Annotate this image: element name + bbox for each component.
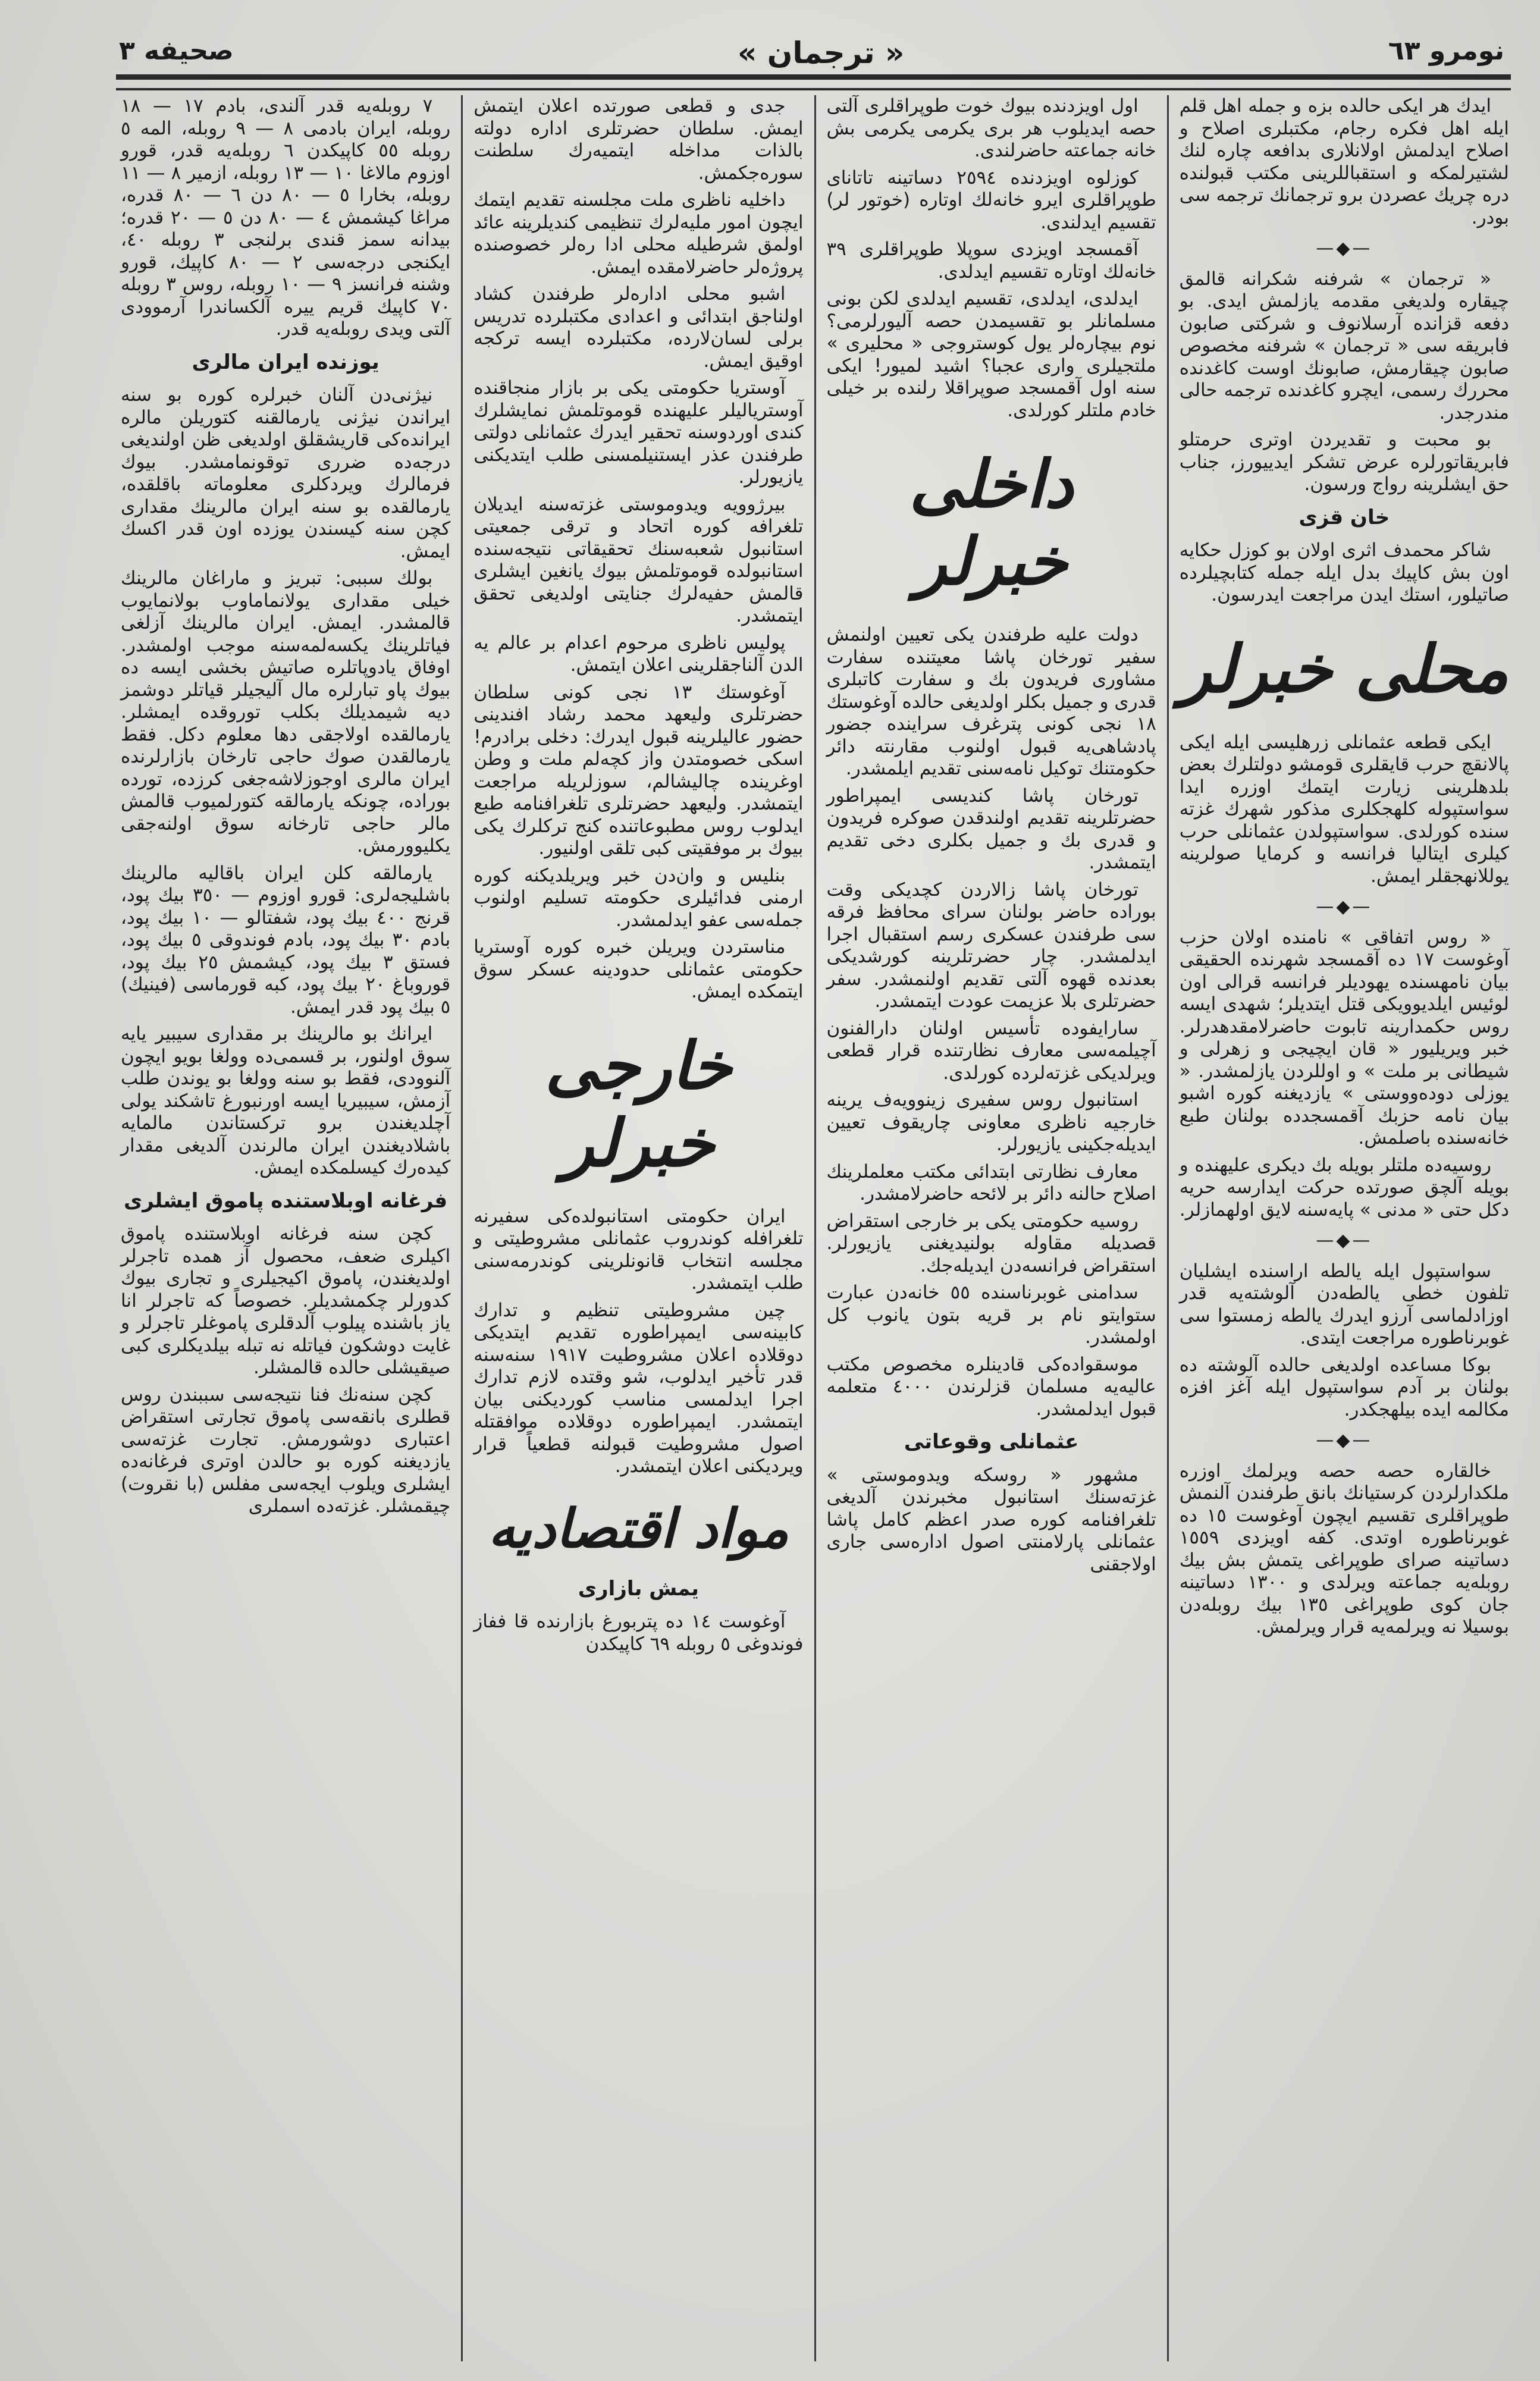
- paragraph: سواستپول ایله یالطه اراسنده ایشلیان تلفون خطی یالطه‌دن آلوشته‌یه قدر اوزادلماسی آرزو ایدرك یالطه زمستوا سی غوبرناطوره مراجعت ایتدی.: [1179, 1260, 1509, 1348]
- divider-ornament: —◆—: [1316, 238, 1373, 259]
- paragraph: ایكی قطعه عثمانلی زرهلیسی ایله ایكی پالانقچ حرب قایقلری قومشو دولتلرك بعض بلدهلرینی زیارت ایتمك اوزره ایدا سواستپوله كلهجكلری مذكور شهرك غزته سنده كورلدی. سواستپولدن عثمانلی حرب كیلری ایتالیا فرانسه و كرمایا صولرینه یوللانهجقلر ایمش.: [1179, 731, 1509, 887]
- section-heading: یمش بازاری: [578, 1576, 699, 1601]
- paragraph: كچن سنه‌نك فنا نتیجه‌سی سببندن روس قطلری بانقه‌سی پاموق تجارتی استقراض اعتباری دوشورمش. تجارت غزته‌سی یازدیغنه كوره بو حالدن اوتری فرغانه‌ده ایشلری ویلوب ایجه‌سی مفلس (با نقروت) چیقمشلر. غزته‌ده اسملری: [121, 1384, 451, 1517]
- divider-ornament: —◆—: [1316, 1430, 1373, 1451]
- paragraph: آوغوست ١٤ ده پتربورغ بازارنده قا ففاز فوندوغی ٥ روبله ٦٩ كاپیكدن: [473, 1611, 804, 1655]
- paragraph: آقمسجد اویزدی سوپلا طوپراقلری ٣٩ خانه‌لك اوتاره تقسیم ایدلدی.: [826, 239, 1156, 283]
- paragraph: بولك سببی: تبریز و ماراغان مالرینك خیلی مقداری یولانماماوب بولانمایوب قالمشدر. ایمش. ایران مالرینك آزلغی فیاتلرینك یكسه‌لمه‌سنه موجب اولمشدر. اوفاق یادوپاتلره صاتیش بخشی ایسه ده بیوك پاو تبارلره مال آلیجیلر قیاتلر دوشمز دیه شیمدیلك بكلب توروقده ایمشلر. یارمالقده اولاجقی دها معلوم دكل. فقط یارمالقدن صوك حاجی تارخان بازارلرنده ایران مالری اوجوزلاشه‌جغی كرزده‌، تورده بوراده، چونكه یارمالقه كتورلمیوب قالمش مالر حاجی تارخانه سوق اولنه‌جقی یكلیوورمش.: [121, 567, 451, 857]
- paragraph: مناستردن ویریلن خبره كوره آوستریا حكومتی عثمانلی حدودینه عسكر سوق ایتمكده ایمش.: [473, 936, 804, 1002]
- paragraph: چین مشروطیتی تنظیم و تدارك كابینه‌سی ایمپراطوره تقدیم ایتدیكی دوقلاده اعلان مشروطیت ١٩١٧ سنه‌سنه قدر تأخیر ایدلوب، شو وقتده لازم تدارك اجرا ایدلمسی مناسب كوردیكنی بیان ایتمشدر. ایمپراطوره دوقلاده موافقتله اصول مشروطیت قبولنه قطعیاً قرار ویردیكنی اعلان ایتمشدر.: [473, 1299, 804, 1477]
- paragraph: مشهور « روسكه ویدوموستی » غزته‌سنك استانبول مخبرندن آلدیغی تلغرافنامه كوره صدر اعظم كامل پاشا عثمانلی پارلامنتی اصول اداره‌سی جاری اولاجقنی: [826, 1464, 1156, 1575]
- section-heading: خان قزی: [1299, 505, 1390, 529]
- paragraph: ایرانك بو مالرینك بر مقداری سیبیر یایه سوق اولنور، بر قسمی‌ده وولغا بویو ایچون آلنوودی، فقط بو سنه وولغا بو یوندن طلب آزمش، سیبیریا ایسه اورنبورغ تاشكند یولی آچلدیغندن برو تركستاندن مالمایه باشلادیغندن ایران مالرندن آلدیغی مقدار كیده‌رك كیسلمكده ایمش.: [121, 1023, 451, 1178]
- paragraph: دولت علیه طرفندن یكی تعیین اولنمش سفیر تورخان پاشا معیتنده سفارت مشاوری فریدون بك و سفارت كاتبلری قدری و جمیل بكلر اولدیغی حالده آوغوستك ١٨ نجی كونی پترغرف سراینده جضور پادشاهی‌یه قبول اولنوب مقارنته دائر حكومتنك توكیل نامه‌سنی تقدیم ایلمشدر.: [826, 624, 1156, 779]
- paragraph: یارمالقه كلن ایران باقالیه مالرینك باشلیجه‌لری: قورو اوزوم — ٣٥٠ بیك پود، قرنج ٤٠٠ بیك پود، شفتالو — ١٠ بیك پود، بادم ٣٠ بیك پود، بادم فوندوقی ٥ بیك پود، فستق ٣ بیك پود، كیشمش ٢٥ بیك پود، قوروباغ ٢٠ بیك پود، كبه قورماسی (فینیك) ٥ بیك پود قدر ایمش.: [121, 862, 451, 1018]
- paragraph: آوستریا حكومتی یكی بر بازار منجاقنده آوستریالیلر علیهنده قوموتلمش نمایشلرك كندی اوردوسنه تحقیر ایدرك عثمانلی دولتی طرفندن عذر ایستنیلمسنی طلب ایتدیكنی یازیورلر.: [473, 377, 804, 488]
- paragraph: سدامنی غوبرناسنده ٥٥ خانه‌دن عبارت ستوایتو نام بر قریه بتون یانوب كل اولمشدر.: [826, 1282, 1156, 1348]
- paragraph: « روس اتفاقی » نامنده اولان حزب آوغوست ١٧ ده آقمسجد شهرنده الحقیقی بیان نامهسنده یهودیلر فرانسه قرالی اون لوئیس ایلدیوویكی قتل ایتدیلر؛ شهدی ایسه روس حكمدارینه تابوت حاضرلامقدهدرلر. خبر ویریلیور « قان ایچیجی و زهرلی و شیطانی بر ملت » و اوللردن یازلمشدر. « یوزلی دوده‌ووستی » یازدیغنه كوره اشبو بیان نامه حزبك آقمسجدده بولنان طبع خانه‌سنده باصلمش.: [1179, 926, 1510, 1149]
- paragraph: خالقاره حصه حصه ویرلمك اوزره ملكدارلردن كرستیانك بانق طرفندن آلنمش طوپراقلری تقسیم ایچون آوغوست ١٥ ده غوبرناطوره اوتدی. كفه اویزدی ١٥٥٩ دساتینه صرای طوپراغی یتمش بش بیك روبله‌یه جماعته ویرلدی و ١٣٠٠ دساتینه جان كوی طوپراغی ١٣٥ بیك روبله‌دن بوسیلا نه ویرلمه‌یه قرار ویرلمش.: [1179, 1460, 1509, 1637]
- paragraph: تورخان پاشا كندیسی ایمپراطور حضرتلرینه تقدیم اولندقدن صوكره فریدون و قدری بك و جمیل بكلری دخی تقدیم ایتمشدر.: [826, 785, 1156, 873]
- paragraph: ٧ روبله‌یه قدر آلندی، بادم ١٧ — ١٨ روبله، ایران بادمی ٨ — ٩ روبله، المه ٥ روبله ٥٥ كاپیكدن ٦ روبله‌یه قدر، قورو اوزوم مالاغا ١٠ — ١٣ روبله، ازمیر ٨ — ١١ روبله، بخارا ٥ — ٨٠ دن ٦ — ٨٠ قدره، مراغا كیشمش ٤ — ٨٠ دن ٥ — ٢٠ قدره؛ بیدانه سمز قندی برلنجی ٣ روبله ٤٠، ایكنجی درجه‌سی ٢ — ٨٠ كاپیك، قورو وشنه فرانسز ٩ — ١٠ روبله، روس ٣ روبله ٧٠ كاپیك قریم ییره آلكساندرا آرموودی آلتی ویدی روبله‌یه قدر.: [121, 95, 451, 340]
- paragraph: ایدك هر ایكی حالده بزه و جمله اهل قلم ایله اهل فكره رجام، مكتبلری اصلاح و اصلاح ایدلمش اولانلاری بدافعه چاره لنك لشتیرلمكه و استقباللرینی مكتب قبولنده دره چریك عصردن برو ترجمانك ترجمه سی بودر.: [1179, 95, 1509, 228]
- paragraph: اشبو محلی اداره‌لر طرفندن كشاد اولناجق ابتدائی و اعدادی مكتبلرده تدریس برلی لسان‌لارده، مكتبلرده ایسه تركجه اوقیق ایمش.: [473, 283, 804, 372]
- section-heading: عثمانلی وقوعاتی: [904, 1430, 1079, 1454]
- paragraph: بو محبت و تقدیردن اوتری حرمتلو فابریقاتورلره عرض تشكر ایدییورز، جناب حق ایشلرینه رواج ورسون.: [1179, 429, 1509, 495]
- divider-ornament: —◆—: [1316, 1230, 1373, 1251]
- paragraph: استانبول روس سفیری زینوویه‌ف یرینه خارجیه ناظری معاونی چاریقوف تعیین ایدیله‌جكینی یازیورلر.: [826, 1089, 1156, 1155]
- section-heading: فرغانه اوبلاستنده پاموق ایشلری: [124, 1188, 448, 1213]
- divider-ornament: —◆—: [1316, 896, 1373, 917]
- paragraph: داخلیه ناظری ملت مجلسنه تقدیم ایتمك ایچون امور ملیه‌لرك تنظیمی كندیلرینه عائد اولمق شرطیله محلی ادا ره‌لر خصوصنده پروژه‌لر حاضرلامقده ایمش.: [473, 189, 804, 278]
- section-title-domestic-news: داخلی خبرلر: [909, 446, 1074, 600]
- column-1: [1167, 95, 1520, 2361]
- paragraph: نیژنی‌دن آلنان خبرلره كوره بو سنه ایراندن نیژنی یارمالقنه كتوریلن مالره ایرانده‌كی قاریشقلق اولدیغی ظن اولندیغی درجه‌ده ضرری توقونمامشدر. بیوك فرمالرك ویردكلری معلوماته باقلقده، یارمالقده بو سنه ایران مالرینك مقداری كچن سنه كیسندن یوزده اون قدر اكسك ایمش.: [121, 384, 451, 562]
- column-2: [814, 95, 1167, 2361]
- paragraph: اول اویزدنده بیوك خوت طوپراقلری آلتی حصه ایدیلوب هر بری یكرمی یكرمی بش خانه جماعته حاضرلندی.: [826, 95, 1156, 161]
- paragraph: بوكا مساعده اولدیغی حالده آلوشته ده بولنان بر آدم سواستپول ایله آغز افزه مكالمه ایده بیلهجكدر.: [1179, 1354, 1509, 1420]
- paragraph: بیرژوویه ویدوموستی غزته‌سنه ایدیلان تلغرافه كوره اتحاد و ترقی جمعیتی استانبول شعبه‌سنك تحقیقاتی نتیجه‌سنده استانبولده قوموتلمش بیوك یانغین ایشلری قالمش حفیه‌لرك جنایتی اولدیغی تحقق ایتمشدر.: [473, 493, 804, 626]
- paragraph: ایدلدی، ایدلدی، تقسیم ایدلدی لكن بونی مسلمانلر بو تقسیمدن حصه آلیورلرمی؟ نوم بیچاره‌لر یول كوستروجی « محلیری » ملتجیلری واری عجبا؟ اشید لمیور! ایكی سنه اول آقمسجد صوپراقلا رلنده بر خیلی خادم ملتلر كورلدی.: [826, 288, 1156, 421]
- columns: [110, 95, 1520, 2361]
- paragraph: تورخان پاشا زالاردن كچدیكی وقت بوراده حاضر بولنان سرای محافظ فرقه سی طرفندن عسكری رسم استقبال اجرا ایدلمشدر. چار حضرتلرینه كورشدیكی بعدنده قهوه آلتی تقدیم اولنمشدر. سفر حضرتلری بلا عزیمت عودت ایتمشدر.: [826, 879, 1156, 1012]
- paragraph: سارایفوده تأسیس اولنان دارالفنون آچیلمه‌سی معارف نظارتنده قرار قطعی ویرلدیكی غزته‌لرده كورلدی.: [826, 1017, 1156, 1084]
- paragraph: كوزلوه اویزدنده ٢٥٩٤ دساتینه تاتانای طوپراقلری ایرو خانه‌لك اوتاره (خوتور لر) تقسیم ایدلندی.: [826, 167, 1156, 233]
- section-title-local-news: محلی خبرلر: [1180, 630, 1509, 707]
- paragraph: كچن سنه فرغانه اوبلاستنده پاموق اكیلری ضعف، محصول آز همده تاجرلر اولدیغندن، پاموق اكیجیلری و تجاری بیوك كدورلر چكمشدیلر. خصوصاً كه تاجرلر انا یاز باشنده پیلوب آلدقلری پاموغلر تاجرلر و غایت دوشكون فیاتله نه تبله بیلدیكلری كبی صیقیشلی حالده قالمشلر.: [121, 1223, 451, 1378]
- paragraph: ایران حكومتی استانبولده‌كی سفیرنه تلغرافله كوندروب عثمانلی مشروطیتی و مجلسه انتخاب قانونلرینی كوندرمه‌سنی طلب ایتمشدر.: [473, 1205, 804, 1294]
- paragraph: روسیه‌ده ملتلر بویله بك دیكری علیهنده و بویله آلچق صورتده حركت ایدارسه حریه دكل حتی « مدنی » پایه‌سنه لایق اولهمازلر.: [1179, 1154, 1509, 1221]
- paragraph: معارف نظارتی ابتدائی مكتب معلملرینك اصلاح حالنه دائر بر لائحه حاضرلامشدر.: [826, 1160, 1156, 1204]
- paragraph: جدی و قطعی صورتده اعلان ایتمش ایمش. سلطان حضرتلری اداره دولته بالذات مداخله ایتمیه‌رك سلطنت سوره‌جكمش.: [473, 95, 804, 184]
- paragraph: آوغوستك ١٣ نجی كونی سلطان حضرتلری ولیعهد محمد رشاد افندینی حضور عالیلرینه قبول ایدرك: دخلی برادرم! اسكی خصومتدن واز كچه‌لم ملت و وطن اوغرینده چالیشالم، سوزلریله مراجعت ایتمشدر. ولیعهد حضرتلری تلغرافنامه طبع ایدلوب روس مطبوعاتنده كنج تركلرك یكی بیوك بر موفقیتی كبی تلقی اولنیور.: [473, 681, 804, 859]
- issue-number: نومرو ٦٣: [1388, 36, 1504, 66]
- paragraph: شاكر محمدف اثری اولان بو كوزل حكایه اون بش كاپیك بدل ایله جمله كتابچیلرده صاتیلور، استك ایدن مراجعت ایدرسون.: [1179, 539, 1509, 606]
- page-number: صحیفه ٣: [119, 36, 234, 66]
- section-heading: یوزنده ایران مالری: [192, 350, 379, 374]
- paragraph: بنلیس و وان‌دن خبر ویریلدیكنه كوره ارمنی فدائیلری حكومته تسلیم اولنوب جمله‌سی عفو ایدلمشدر.: [473, 864, 804, 931]
- column-3: [461, 95, 814, 2361]
- paragraph: « ترجمان » شرفنه شكرانه قالمق چیقاره ولدیغی مقدمه یازلمش ایدی. بو دفعه قزانده آرسلانوف و شركتی صابون فابریقه سی « ترجمان » شرفنه مخصوص صابون چیقارمش، صابونك اوست كاغدنده محررك رسمی، ایچرو كاغدنده ترجمه حالی مندرجدر.: [1179, 268, 1509, 424]
- column-4: [110, 95, 461, 2361]
- paragraph: روسیه حكومتی یكی بر خارجی استقراض قصدیله مقاوله بولنیدیغنی یازیورلر. استقراض فرانسه‌دن ایدیله‌جك.: [826, 1210, 1156, 1276]
- section-title-foreign-news: خارجی خبرلر: [545, 1027, 732, 1181]
- paragraph: موسقواده‌كی قادینلره مخصوص مكتب عالیه‌یه مسلمان قزلرندن ٤٠٠٠ متعلمه قبول ایدلمشدر.: [826, 1353, 1156, 1420]
- section-title-economy: مواد اقتصادیه: [488, 1497, 789, 1560]
- header-rule: [116, 74, 1511, 90]
- paragraph: پولیس ناظری مرحوم اعدام بر عالم یه الدن آلناجقلرینی اعلان ایتمش.: [473, 632, 804, 676]
- masthead-title: « ترجمان »: [738, 36, 905, 70]
